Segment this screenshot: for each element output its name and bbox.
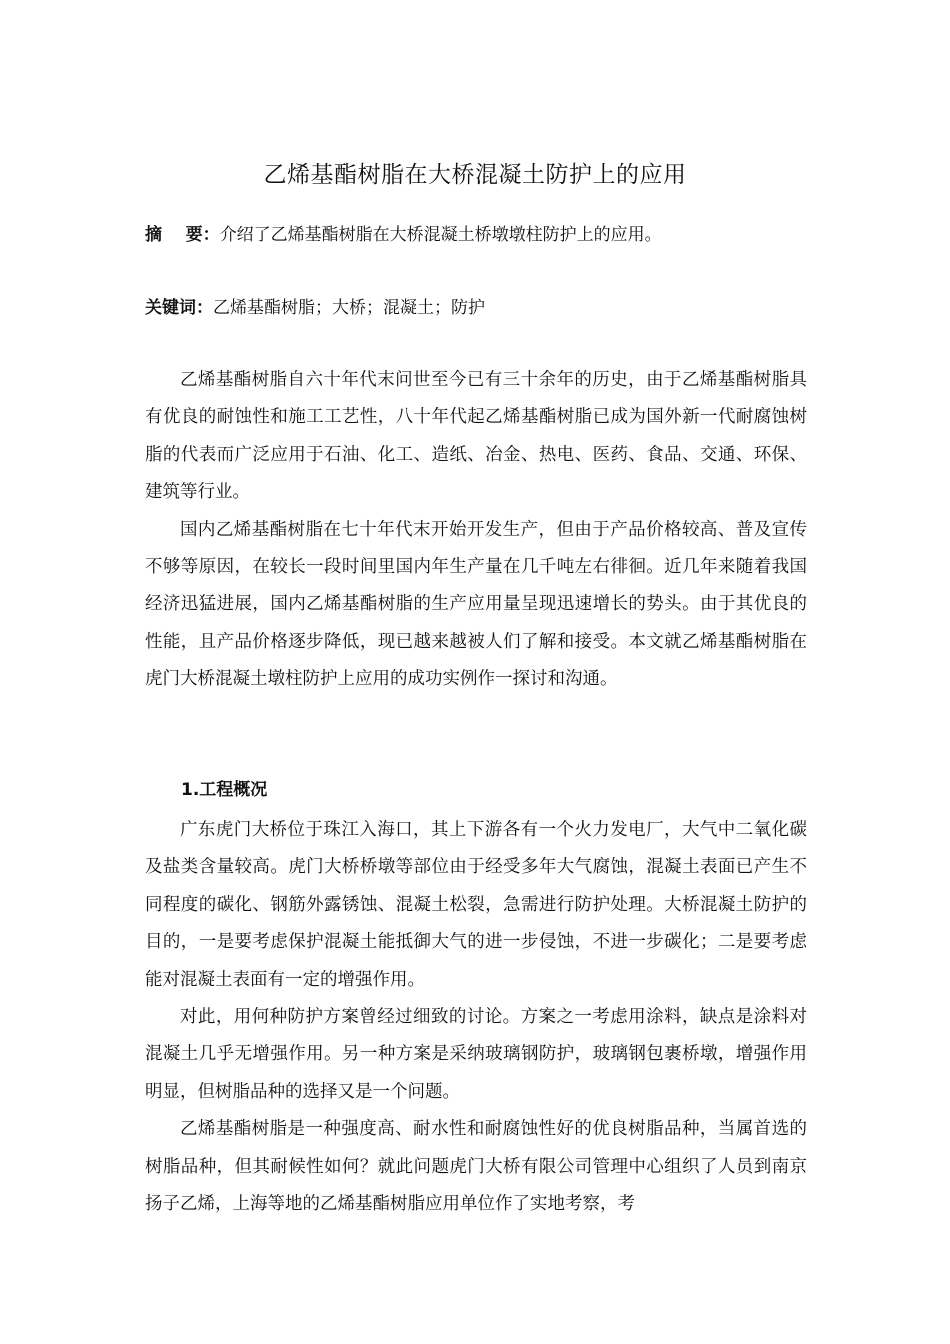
keywords-label: 关键词： xyxy=(145,298,213,318)
section-body xyxy=(145,812,807,1223)
document-title: 乙烯基酯树脂在大桥混凝土防护上的应用 xyxy=(263,162,687,188)
keywords-text: 乙烯基酯树脂；大桥；混凝土；防护 xyxy=(213,298,485,318)
section-paragraph: 乙烯基酯树脂是一种强度高、耐水性和耐腐蚀性好的优良树脂品种，当属首选的树脂品种，但其耐候性如何？就此问题虎门大桥有限公司管理中心组织了人员到南京扬子乙烯，上海等地的乙烯基酯树脂应用单位作了实地考察，考 xyxy=(145,1119,807,1215)
abstract-text: 介绍了乙烯基酯树脂在大桥混凝土桥墩墩柱防护上的应用。 xyxy=(219,225,662,245)
keywords-line xyxy=(145,293,825,318)
section-paragraph: 对此，用何种防护方案曾经过细致的讨论。方案之一考虑用涂料，缺点是涂料对混凝土几乎无增强作用。另一种方案是采纳玻璃钢防护，玻璃钢包裹桥墩，增强作用明显，但树脂品种的选择又是一个问题。 xyxy=(145,1007,807,1102)
section-heading: 1.工程概况 xyxy=(181,780,268,800)
abstract-line xyxy=(145,220,825,245)
intro-section xyxy=(145,362,807,699)
intro-paragraph: 乙烯基酯树脂自六十年代末问世至今已有三十余年的历史，由于乙烯基酯树脂具有优良的耐蚀性和施工工艺性，八十年代起乙烯基酯树脂已成为国外新一代耐腐蚀树脂的代表而广泛应用于石油、化工、造纸、冶金、热电、医药、食品、交通、环保、建筑等行业。 xyxy=(145,370,807,503)
section-paragraph: 广东虎门大桥位于珠江入海口，其上下游各有一个火力发电厂，大气中二氧化碳及盐类含量较高。虎门大桥桥墩等部位由于经受多年大气腐蚀，混凝土表面已产生不同程度的碳化、钢筋外露锈蚀、混凝土松裂，急需进行防护处理。大桥混凝土防护的目的，一是要考虑保护混凝土能抵御大气的进一步侵蚀，不进一步碳化；二是要考虑能对混凝土表面有一定的增强作用。 xyxy=(145,820,807,990)
abstract-label: 摘 要： xyxy=(145,225,220,245)
intro-paragraph: 国内乙烯基酯树脂在七十年代末开始开发生产，但由于产品价格较高、普及宣传不够等原因，在较长一段时间里国内年生产量在几千吨左右徘徊。近几年来随着我国经济迅猛进展，国内乙烯基酯树脂的生产应用量呈现迅速增长的势头。由于其优良的性能，且产品价格逐步降低，现已越来越被人们了解和接受。本文就乙烯基酯树脂在虎门大桥混凝土墩柱防护上应用的成功实例作一探讨和沟通。 xyxy=(145,519,807,690)
